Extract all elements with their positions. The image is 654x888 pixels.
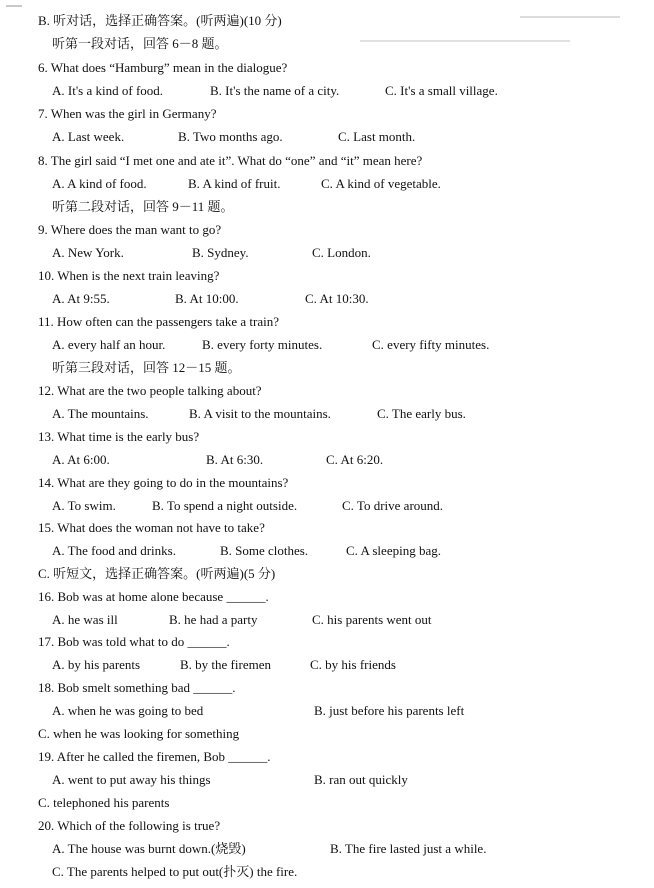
option-b[interactable]: B. At 6:30. — [206, 452, 264, 467]
option-c[interactable]: C. At 6:20. — [326, 452, 384, 467]
option-a[interactable]: A. by his parents — [52, 657, 141, 672]
option-c[interactable]: C. his parents went out — [312, 612, 432, 627]
question-20: 20. Which of the following is true? — [38, 818, 221, 833]
option-b[interactable]: B. Two months ago. — [178, 129, 283, 144]
option-a[interactable]: A. New York. — [52, 245, 124, 260]
question-8-options — [52, 176, 441, 192]
question-15: 15. What does the woman not have to take? — [38, 520, 265, 535]
question-8: 8. The girl said “I met one and ate it”. What do “one” and “it” mean here? — [38, 153, 423, 168]
scan-mark — [520, 16, 620, 18]
option-b[interactable]: B. It's the name of a city. — [210, 83, 340, 98]
option-b[interactable]: B. Some clothes. — [220, 543, 309, 558]
question-16-options — [52, 612, 432, 628]
option-c[interactable]: C. A kind of vegetable. — [321, 176, 441, 191]
option-a[interactable]: A. The food and drinks. — [52, 543, 176, 558]
question-19: 19. After he called the firemen, Bob ______. — [38, 749, 271, 764]
option-c[interactable]: C. To drive around. — [342, 498, 444, 513]
scan-mark — [6, 5, 22, 7]
question-11: 11. How often can the passengers take a train? — [38, 314, 280, 329]
option-c[interactable]: C. The early bus. — [377, 406, 466, 421]
question-19-option-c[interactable]: C. telephoned his parents — [38, 795, 170, 810]
question-12: 12. What are the two people talking about? — [38, 383, 262, 398]
option-c[interactable]: C. At 10:30. — [305, 291, 369, 306]
part-2-instruction: 听第二段对话，回答 9－11 题。 — [52, 199, 234, 214]
option-b[interactable]: B. A visit to the mountains. — [189, 406, 331, 421]
question-14-options — [52, 498, 443, 514]
question-13: 13. What time is the early bus? — [38, 429, 200, 444]
question-15-options — [52, 543, 441, 559]
section-c-heading: C. 听短文，选择正确答案。(听两遍)(5 分) — [38, 566, 276, 581]
option-a[interactable]: A. At 9:55. — [52, 291, 110, 306]
option-a[interactable]: A. he was ill — [52, 612, 118, 627]
option-c[interactable]: C. by his friends — [310, 657, 396, 672]
question-6-options — [52, 83, 498, 99]
part-3-instruction: 听第三段对话，回答 12－15 题。 — [52, 360, 241, 375]
question-18-options — [52, 703, 464, 719]
option-a[interactable]: A. went to put away his things — [52, 772, 211, 787]
option-c[interactable]: C. It's a small village. — [385, 83, 498, 98]
option-b[interactable]: B. The fire lasted just a while. — [330, 841, 487, 856]
option-b[interactable]: B. just before his parents left — [314, 703, 465, 718]
question-19-options — [52, 772, 408, 788]
option-a[interactable]: A. To swim. — [52, 498, 116, 513]
question-17: 17. Bob was told what to do ______. — [38, 634, 230, 649]
question-13-options — [52, 452, 383, 468]
option-a[interactable]: A. A kind of food. — [52, 176, 147, 191]
question-18-option-c[interactable]: C. when he was looking for something — [38, 726, 240, 741]
question-11-options — [52, 337, 489, 353]
question-14: 14. What are they going to do in the mountains? — [38, 475, 289, 490]
option-a[interactable]: A. The mountains. — [52, 406, 149, 421]
option-a[interactable]: A. The house was burnt down.(烧毁) — [52, 841, 246, 856]
option-a[interactable]: A. At 6:00. — [52, 452, 110, 467]
question-9-options — [52, 245, 371, 261]
option-b[interactable]: B. A kind of fruit. — [188, 176, 281, 191]
question-7: 7. When was the girl in Germany? — [38, 106, 217, 121]
question-6: 6. What does “Hamburg” mean in the dialogue? — [38, 60, 288, 75]
question-10: 10. When is the next train leaving? — [38, 268, 220, 283]
option-b[interactable]: B. At 10:00. — [175, 291, 239, 306]
option-c[interactable]: C. London. — [312, 245, 371, 260]
option-b[interactable]: B. ran out quickly — [314, 772, 408, 787]
option-c[interactable]: C. Last month. — [338, 129, 416, 144]
option-b[interactable]: B. every forty minutes. — [202, 337, 323, 352]
question-12-options — [52, 406, 466, 422]
option-b[interactable]: B. To spend a night outside. — [152, 498, 298, 513]
option-c[interactable]: C. A sleeping bag. — [346, 543, 441, 558]
question-20-option-c[interactable]: C. The parents helped to put out(扑灭) the fire. — [52, 864, 298, 879]
question-16: 16. Bob was at home alone because ______. — [38, 589, 269, 604]
question-7-options — [52, 129, 415, 145]
question-10-options — [52, 291, 369, 307]
option-a[interactable]: A. Last week. — [52, 129, 125, 144]
part-1-instruction: 听第一段对话，回答 6－8 题。 — [52, 36, 228, 51]
option-a[interactable]: A. when he was going to bed — [52, 703, 204, 718]
scan-mark — [360, 40, 570, 42]
section-b-heading: B. 听对话，选择正确答案。(听两遍)(10 分) — [38, 13, 282, 28]
option-b[interactable]: B. by the firemen — [180, 657, 271, 672]
question-20-options — [52, 841, 486, 857]
question-9: 9. Where does the man want to go? — [38, 222, 222, 237]
option-a[interactable]: A. every half an hour. — [52, 337, 166, 352]
option-a[interactable]: A. It's a kind of food. — [52, 83, 164, 98]
option-b[interactable]: B. Sydney. — [192, 245, 249, 260]
option-c[interactable]: C. every fifty minutes. — [372, 337, 490, 352]
question-18: 18. Bob smelt something bad ______. — [38, 680, 236, 695]
option-b[interactable]: B. he had a party — [169, 612, 258, 627]
question-17-options — [52, 657, 396, 673]
